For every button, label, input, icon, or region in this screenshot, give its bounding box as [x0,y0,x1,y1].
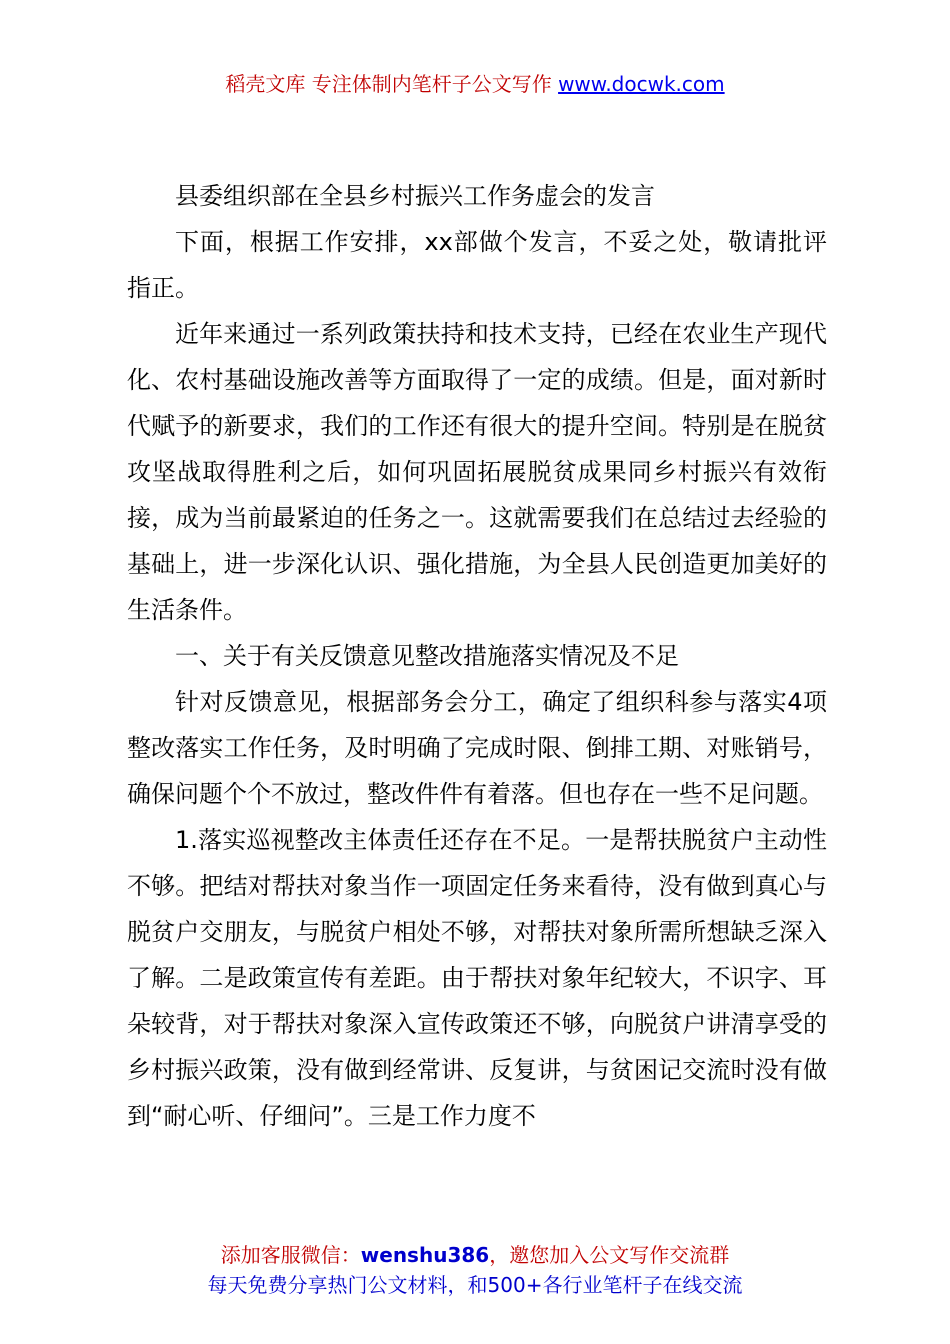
watermark-header [0,68,950,100]
footer-wechat-id: wenshu386 [360,1243,490,1267]
paragraph-opening: 下面，根据工作安排，xx部做个发言，不妥之处，敬请批评指正。 [127,228,827,302]
footer-prefix: 添加客服微信： [220,1243,361,1267]
footer-suffix: ，邀您加入公文写作交流群 [489,1243,730,1267]
header-brand: 稻壳文库 专注体制内笔杆子公文写作 [225,72,552,96]
document-title: 县委组织部在全县乡村振兴工作务虚会的发言 [175,182,655,210]
document-body [127,173,827,1139]
watermark-footer [0,1240,950,1300]
paragraph-shortcomings-1: 1.落实巡视整改主体责任还存在不足。一是帮扶脱贫户主动性不够。把结对帮扶对象当作一项固定任务来看待，没有做到真心与脱贫户交朋友，与脱贫户相处不够，对帮扶对象所需所想缺乏深入了解。二是政策宣传有差距。由于帮扶对象年纪较大，不识字、耳朵较背，对于帮扶对象深入宣传政策还不够，向脱贫户讲清享受的乡村振兴政策，没有做到经常讲、反复讲，与贫困记交流时没有做到“耐心听、仔细问”。三是工作力度不 [127,826,827,1130]
header-site-link[interactable]: www.docwk.com [558,72,725,96]
section-heading-1: 一、关于有关反馈意见整改措施落实情况及不足 [175,642,679,670]
paragraph-feedback: 针对反馈意见，根据部务会分工，确定了组织科参与落实4项整改落实工作任务，及时明确了完成时限、倒排工期、对账销号，确保问题个个不放过，整改件件有着落。但也存在一些不足问题。 [127,688,827,808]
footer-line-1 [0,1240,950,1270]
paragraph-background: 近年来通过一系列政策扶持和技术支持，已经在农业生产现代化、农村基础设施改善等方面取得了一定的成绩。但是，面对新时代赋予的新要求，我们的工作还有很大的提升空间。特别是在脱贫攻坚战取得胜利之后，如何巩固拓展脱贫成果同乡村振兴有效衔接，成为当前最紧迫的任务之一。这就需要我们在总结过去经验的基础上，进一步深化认识、强化措施，为全县人民创造更加美好的生活条件。 [127,320,827,624]
footer-line-2: 每天免费分享热门公文材料，和500+各行业笔杆子在线交流 [207,1273,743,1297]
